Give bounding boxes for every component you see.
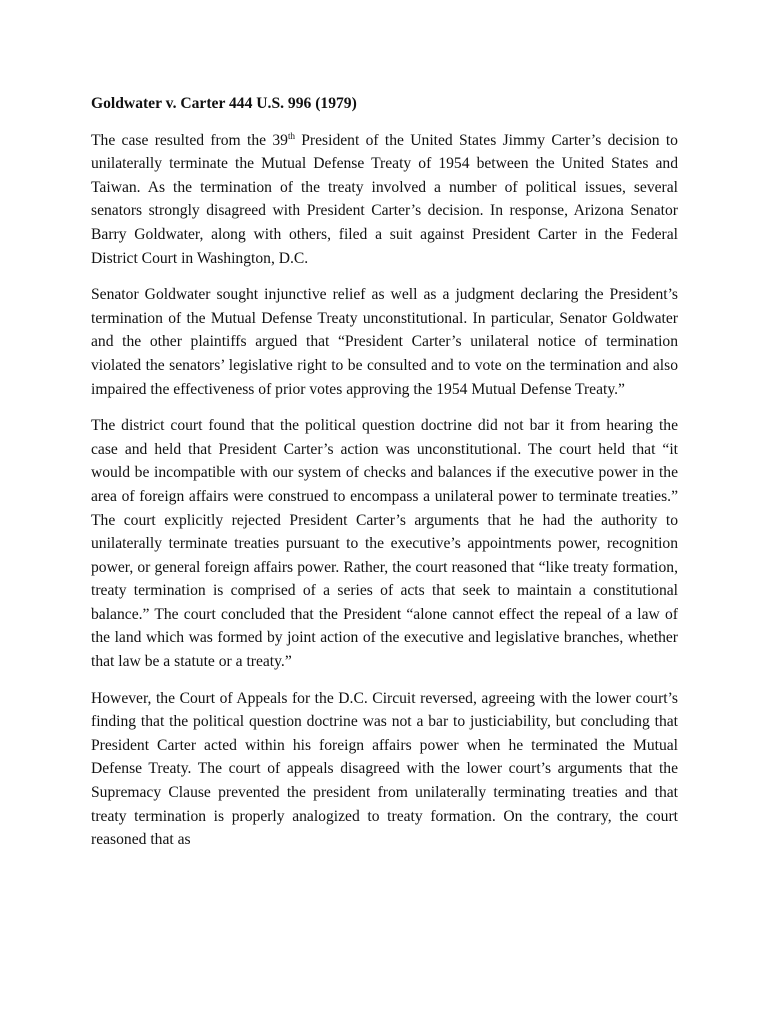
- paragraph-1: [91, 129, 678, 271]
- document-body: [91, 92, 678, 865]
- document-title: Goldwater v. Carter 444 U.S. 996 (1979): [91, 95, 357, 112]
- paragraph-4: However, the Court of Appeals for the D.C. Circuit reversed, agreeing with the lower court’s finding that the political question doctrine was not a bar to justiciability, but concluding that President Carter acted within his foreign affairs power when he terminated the Mutual Defense Treaty. The court of appeals disagreed with the lower court’s arguments that the Supremacy Clause prevented the president from unilaterally terminating treaties and that treaty termination is properly analogized to treaty formation. On the contrary, the court reasoned that as: [91, 689, 678, 849]
- ordinal-suffix: th: [287, 130, 295, 141]
- paragraph-1-rest: President of the United States Jimmy Carter’s decision to unilaterally terminate the Mutual Defense Treaty of 1954 between the United States and Taiwan. As the termination of the treaty involved a number of political issues, several senators strongly disagreed with President Carter’s decision. In response, Arizona Senator Barry Goldwater, along with others, filed a suit against President Carter in the Federal District Court in Washington, D.C.: [91, 131, 678, 267]
- paragraph-3: The district court found that the political question doctrine did not bar it from hearing the case and held that President Carter’s action was unconstitutional. The court held that “it would be incompatible with our system of checks and balances if the executive power in the area of foreign affairs were construed to encompass a unilateral power to terminate treaties.” The court explicitly rejected President Carter’s arguments that he had the authority to unilaterally terminate treaties pursuant to the executive’s appointments power, recognition power, or general foreign affairs power. Rather, the court reasoned that “like treaty formation, treaty termination is comprised of a series of acts that seek to maintain a constitutional balance.” The court concluded that the President “alone cannot effect the repeal of a law of the land which was formed by joint action of the executive and legislative branches, whether that law be a statute or a treaty.”: [91, 417, 678, 671]
- paragraph-2: Senator Goldwater sought injunctive relief as well as a judgment declaring the President’s termination of the Mutual Defense Treaty unconstitutional. In particular, Senator Goldwater and the other plaintiffs argued that “President Carter’s unilateral notice of termination violated the senators’ legislative right to be consulted and to vote on the termination and also impaired the effectiveness of prior votes approving the 1954 Mutual Defense Treaty.”: [91, 286, 678, 398]
- paragraph-1-start: The case resulted from the 39: [91, 131, 288, 149]
